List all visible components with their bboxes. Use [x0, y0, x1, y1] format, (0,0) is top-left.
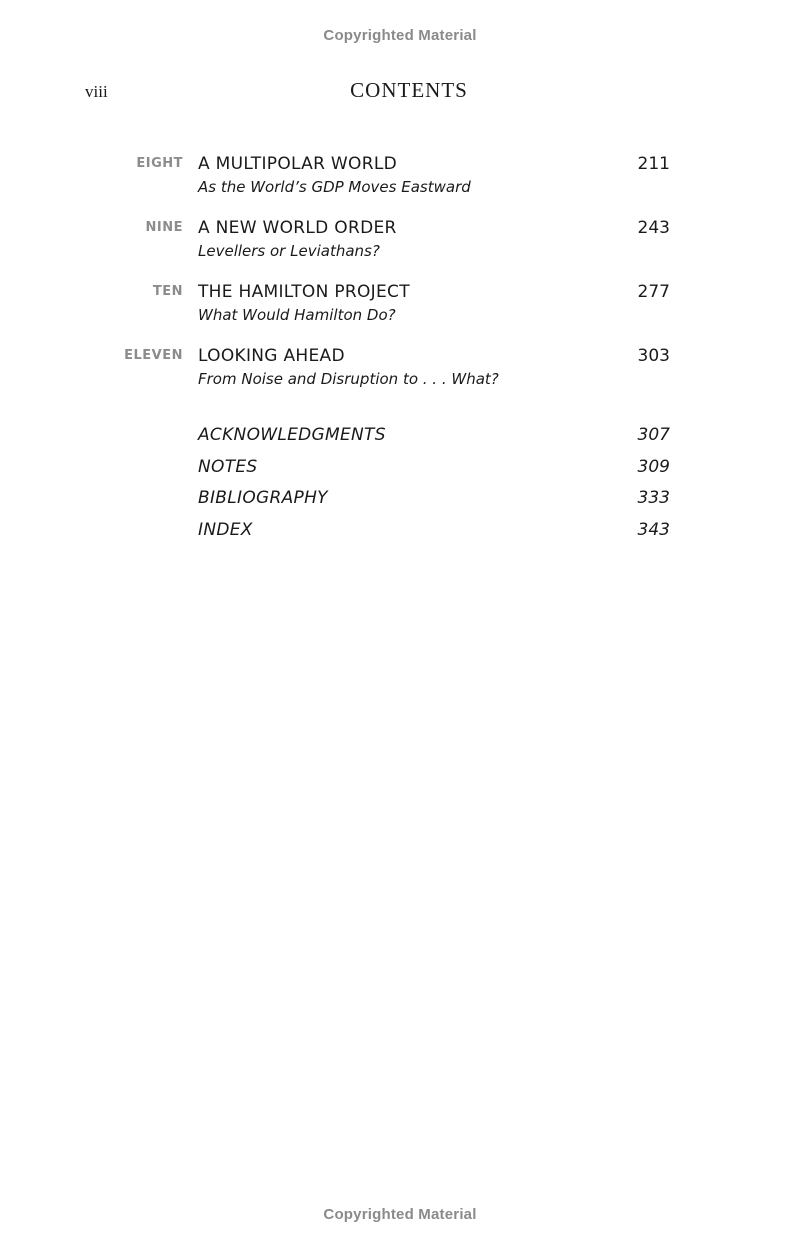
chapter-subtitle: From Noise and Disruption to . . . What?: [198, 370, 499, 388]
chapter-number: NINE: [145, 220, 183, 235]
back-matter-title: INDEX: [198, 520, 253, 540]
chapter-page-number: 303: [637, 346, 670, 366]
chapter-page-number: 211: [637, 154, 670, 174]
chapter-subtitle: What Would Hamilton Do?: [198, 306, 396, 324]
chapter-title: LOOKING AHEAD: [198, 346, 345, 366]
chapter-number: TEN: [152, 284, 183, 299]
chapter-subtitle: Levellers or Leviathans?: [198, 242, 380, 260]
chapter-title: A MULTIPOLAR WORLD: [198, 154, 397, 174]
page-folio: viii: [85, 82, 108, 101]
chapter-subtitle: As the World’s GDP Moves Eastward: [198, 178, 471, 196]
watermark-bottom: Copyrighted Material: [323, 1206, 477, 1223]
back-matter-page-number: 343: [637, 520, 670, 540]
back-matter-page-number: 309: [637, 457, 670, 477]
back-matter-page-number: 307: [637, 425, 670, 445]
back-matter-page-number: 333: [637, 488, 670, 508]
back-matter-title: BIBLIOGRAPHY: [198, 488, 328, 508]
chapter-title: THE HAMILTON PROJECT: [198, 282, 410, 302]
chapter-number: EIGHT: [136, 156, 183, 171]
back-matter-title: ACKNOWLEDGMENTS: [198, 425, 386, 445]
chapter-title: A NEW WORLD ORDER: [198, 218, 397, 238]
chapter-page-number: 243: [637, 218, 670, 238]
running-head: CONTENTS: [350, 78, 468, 102]
chapter-page-number: 277: [637, 282, 670, 302]
watermark-top: Copyrighted Material: [323, 27, 477, 44]
back-matter-title: NOTES: [198, 457, 258, 477]
chapter-number: ELEVEN: [124, 348, 183, 363]
